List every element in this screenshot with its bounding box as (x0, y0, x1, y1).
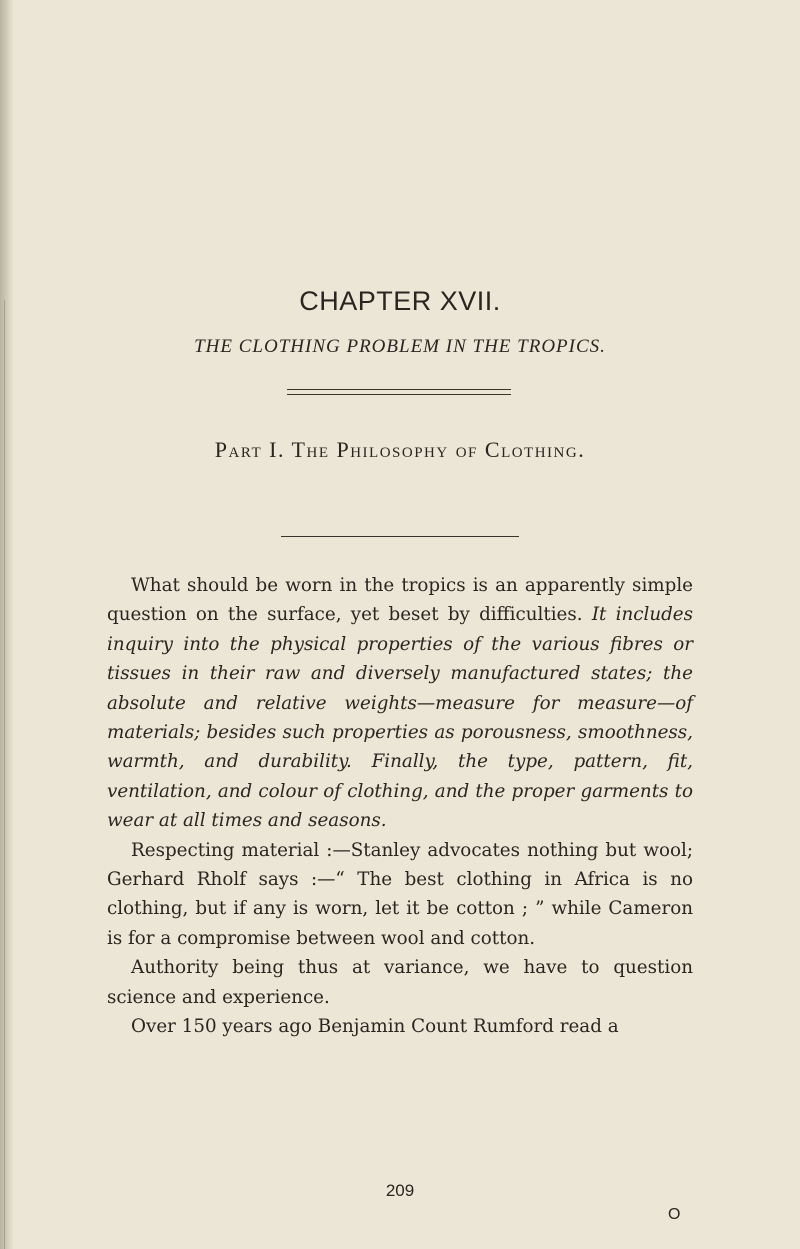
signature-mark: O (668, 1206, 681, 1223)
part-heading: Part I. The Philosophy of Clothing. (214, 437, 586, 462)
paragraph-3: Authority being thus at variance, we have to question science and experience. (107, 957, 693, 1008)
paragraph-2: Respecting material :—Stanley advocates nothing but wool; Gerhard Rholf says :—“ The best clothing in Africa is no clothing, but if any is worn, let it be cotton ; ” while Cameron is for a compromise between wool and cotton. (107, 839, 693, 949)
chapter-subtitle: THE CLOTHING PROBLEM IN THE TROPICS. (194, 336, 606, 357)
chapter-title: CHAPTER XVII. (299, 286, 501, 316)
double-rule-divider (287, 389, 511, 395)
paragraph-1-italic: It includes inquiry into the physical properties of the various fibres or tissues in their raw and diversely manufactured states; the absolute and relative weights—measure for measure—of materials; besides such properties as porousness, smoothness, warmth, and durability. Finally, the type, pattern, fit, ventilation, and colour of clothing, and the proper garments to wear at all times and seasons. (107, 604, 694, 832)
body-text (107, 571, 693, 1042)
single-rule-divider (281, 536, 519, 537)
page-number: 209 (385, 1181, 415, 1200)
paragraph-1 (107, 571, 693, 836)
paragraph-4: Over 150 years ago Benjamin Count Rumford read a (131, 1016, 619, 1038)
paragraph-1-intro: What should be worn in the tropics is an apparently simple question on the surface, yet beset by difficulties. (107, 575, 693, 626)
page-gutter-shadow (0, 0, 14, 1249)
